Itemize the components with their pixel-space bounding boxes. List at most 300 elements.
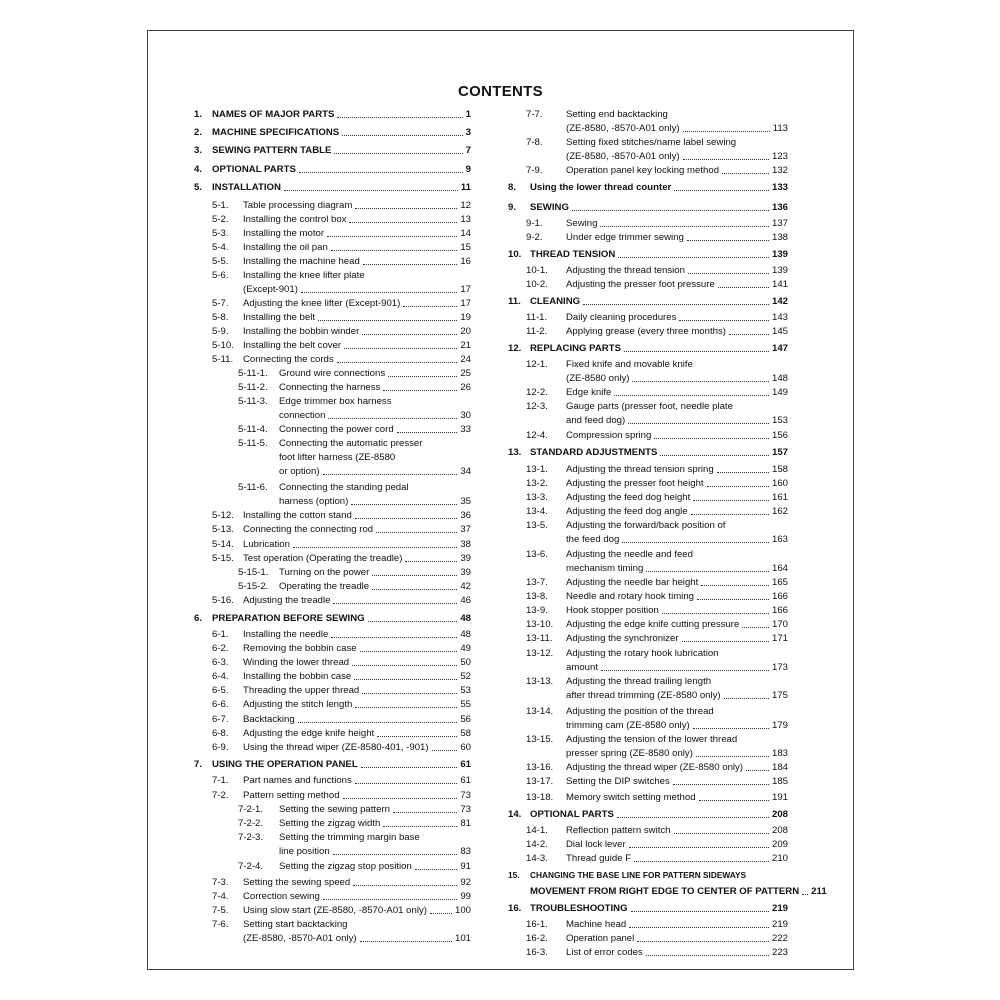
toc-page-number: 61: [460, 775, 471, 786]
toc-chapter: [508, 295, 788, 308]
dot-leader: [724, 689, 769, 699]
toc-page-number: 25: [460, 368, 471, 379]
toc-page-number: 99: [460, 891, 471, 902]
toc-label: THREAD TENSION: [530, 249, 616, 260]
toc-label: Setting end backtacking: [566, 109, 668, 120]
toc-number: 5-12.: [212, 510, 234, 521]
toc-label: Adjusting the synchronizer: [566, 633, 679, 644]
toc-page-number: 36: [460, 510, 471, 521]
toc-number: 5-6.: [212, 270, 229, 281]
dot-leader: [674, 824, 769, 834]
dot-leader: [637, 932, 769, 942]
dot-leader: [351, 495, 457, 505]
toc-page-number: 208: [771, 825, 788, 836]
toc-label: after thread trimming (ZE-8580 only): [566, 690, 721, 701]
toc-number: 11.: [508, 296, 521, 307]
toc-page-number: 173: [771, 662, 788, 673]
dot-leader: [327, 227, 457, 237]
toc-number: 5-4.: [212, 242, 229, 253]
dot-leader: [600, 217, 769, 227]
toc-number: 5-15-1.: [238, 567, 269, 578]
toc-label: connection: [279, 410, 326, 421]
toc-section: [508, 733, 788, 746]
toc-number: 1.: [194, 109, 203, 120]
toc-page-number: 33: [460, 424, 471, 435]
toc-page-number: 24: [460, 354, 471, 365]
toc-label: PREPARATION BEFORE SEWING: [212, 613, 365, 624]
toc-label: Edge trimmer box harness: [279, 396, 392, 407]
toc-page-number: 175: [771, 690, 788, 701]
toc-label: Operation panel: [566, 933, 635, 944]
dot-leader: [646, 946, 769, 956]
toc-page-number: 3: [465, 127, 471, 138]
toc-chapter: [508, 885, 827, 898]
toc-label: Edge knife: [566, 387, 612, 398]
toc-label: Adjusting the presser foot height: [566, 478, 704, 489]
toc-number: 10.: [508, 249, 522, 260]
dot-leader: [331, 241, 458, 251]
toc-label: Adjusting the rotary hook lubrication: [566, 648, 719, 659]
toc-label: Thread guide F: [566, 853, 632, 864]
toc-label: Adjusting the tension of the lower thread: [566, 734, 738, 745]
toc-label: Sewing: [566, 218, 598, 229]
toc-label: Ground wire connections: [279, 368, 386, 379]
dot-leader: [618, 248, 769, 258]
toc-label: Installing the belt: [243, 312, 315, 323]
dot-leader: [693, 719, 769, 729]
toc-chapter: [194, 163, 471, 176]
toc-section: [194, 311, 471, 324]
dot-leader: [393, 803, 457, 813]
dot-leader: [688, 264, 769, 274]
toc-page-number: 211: [811, 886, 827, 897]
toc-label: Table processing diagram: [243, 200, 353, 211]
toc-number: 16-3.: [526, 947, 548, 958]
toc-section: [508, 761, 788, 774]
toc-page-number: 139: [771, 265, 788, 276]
toc-section: [194, 227, 471, 240]
dot-leader: [717, 463, 769, 473]
toc-number: 7.: [194, 759, 203, 770]
dot-leader: [707, 477, 769, 487]
toc-page-number: 157: [771, 447, 788, 458]
toc-number: 11-2.: [526, 326, 548, 337]
toc-page-number: 19: [460, 312, 471, 323]
toc-number: 5-10.: [212, 340, 234, 351]
toc-chapter: [508, 248, 788, 261]
toc-page-number: 142: [771, 296, 788, 307]
toc-page-number: 149: [771, 387, 788, 398]
toc-number: 5-8.: [212, 312, 229, 323]
toc-subsection: [194, 817, 471, 830]
toc-section: [508, 932, 788, 945]
dot-leader: [344, 339, 457, 349]
toc-chapter: [508, 902, 788, 915]
toc-label: Adjusting the presser foot pressure: [566, 279, 715, 290]
toc-subsection: [194, 831, 471, 844]
toc-chapter: [194, 126, 471, 139]
toc-subsection: [194, 481, 471, 494]
toc-subsection: [194, 580, 471, 593]
dot-leader: [802, 885, 808, 895]
toc-section: [508, 463, 788, 476]
toc-page-number: 16: [460, 256, 471, 267]
toc-label: Setting the zigzag width: [279, 818, 381, 829]
toc-chapter: [194, 612, 471, 625]
dot-leader: [343, 789, 458, 799]
dot-leader: [372, 566, 457, 576]
toc-section: [194, 789, 471, 802]
toc-number: 5-14.: [212, 539, 234, 550]
toc-number: 13-8.: [526, 591, 548, 602]
toc-page-number: 12: [460, 200, 471, 211]
toc-number: 7-4.: [212, 891, 229, 902]
toc-label: REPLACING PARTS: [530, 343, 621, 354]
toc-number: 14-2.: [526, 839, 548, 850]
toc-label: Correction sewing: [243, 891, 320, 902]
toc-label: STANDARD ADJUSTMENTS: [530, 447, 658, 458]
dot-leader: [746, 761, 769, 771]
toc-number: 5-7.: [212, 298, 229, 309]
toc-number: 12-4.: [526, 430, 548, 441]
toc-section: [508, 918, 788, 931]
toc-label: Setting the zigzag stop position: [279, 861, 412, 872]
toc-number: 12-3.: [526, 401, 548, 412]
toc-page-number: 101: [454, 933, 471, 944]
toc-number: 16-2.: [526, 933, 548, 944]
toc-number: 6-9.: [212, 742, 229, 753]
toc-page-number: 46: [460, 595, 471, 606]
dot-leader: [352, 656, 457, 666]
toc-number: 7-6.: [212, 919, 229, 930]
toc-section: [194, 876, 471, 889]
dot-leader: [323, 465, 458, 475]
toc-label: Setting start backtacking: [243, 919, 348, 930]
toc-number: 14-3.: [526, 853, 548, 864]
toc-page-number: 73: [460, 804, 471, 815]
dot-leader: [583, 295, 769, 305]
toc-number: 14-1.: [526, 825, 548, 836]
toc-number: 15.: [508, 870, 520, 880]
toc-label: Lubrication: [243, 539, 290, 550]
toc-section: [194, 594, 471, 607]
toc-page-number: 61: [460, 759, 471, 770]
toc-label: (ZE-8580 only): [566, 373, 630, 384]
toc-section: [508, 647, 788, 660]
toc-section: [508, 519, 788, 532]
dot-leader: [349, 213, 457, 223]
document-page: [147, 30, 854, 970]
toc-section: [194, 741, 471, 754]
toc-number: 5-11-5.: [238, 438, 268, 449]
toc-section: [194, 283, 471, 296]
toc-label: (ZE-8580, -8570-A01 only): [243, 933, 357, 944]
toc-number: 13-17.: [526, 776, 554, 787]
toc-section: [194, 727, 471, 740]
toc-label: Needle and rotary hook timing: [566, 591, 694, 602]
toc-page-number: 17: [460, 284, 471, 295]
toc-page-number: 17: [460, 298, 471, 309]
toc-page-number: 223: [771, 947, 788, 958]
toc-section: [194, 325, 471, 338]
dot-leader: [323, 890, 458, 900]
toc-page-number: 56: [460, 714, 471, 725]
toc-section: [508, 632, 788, 645]
toc-label: Adjusting the thread wiper (ZE-8580 only): [566, 762, 744, 773]
toc-page-number: 132: [771, 165, 788, 176]
toc-number: 5-2.: [212, 214, 229, 225]
dot-leader: [718, 278, 769, 288]
toc-label: Connecting the automatic presser: [279, 438, 423, 449]
toc-label: (ZE-8580, -8570-A01 only): [566, 151, 680, 162]
toc-number: 9.: [508, 202, 517, 213]
toc-label: Connecting the standing pedal: [279, 482, 409, 493]
toc-label: mechanism timing: [566, 563, 644, 574]
toc-page-number: 60: [460, 742, 471, 753]
toc-label: Setting the sewing pattern: [279, 804, 390, 815]
toc-number: 7-8.: [526, 137, 543, 148]
toc-number: 14.: [508, 809, 522, 820]
toc-label: Under edge trimmer sewing: [566, 232, 684, 243]
toc-label: or option): [279, 466, 320, 477]
dot-leader: [383, 817, 457, 827]
dot-leader: [360, 932, 452, 942]
toc-number: 16-1.: [526, 919, 548, 930]
toc-label: Operation panel key locking method: [566, 165, 720, 176]
toc-label: SEWING PATTERN TABLE: [212, 145, 332, 156]
dot-leader: [333, 594, 457, 604]
toc-number: 6-7.: [212, 714, 229, 725]
toc-section: [508, 264, 788, 277]
toc-page-number: 73: [460, 790, 471, 801]
toc-section: [194, 774, 471, 787]
toc-subsection: [194, 381, 471, 394]
toc-page-number: 139: [771, 249, 788, 260]
dot-leader: [301, 283, 457, 293]
dot-leader: [362, 684, 457, 694]
toc-section: [508, 719, 788, 732]
toc-number: 13-15.: [526, 734, 554, 745]
toc-label: Adjusting the thread trailing length: [566, 676, 712, 687]
toc-page-number: 138: [771, 232, 788, 243]
toc-section: [508, 747, 788, 760]
toc-label: Daily cleaning procedures: [566, 312, 677, 323]
toc-label: presser spring (ZE-8580 only): [566, 748, 693, 759]
toc-label: trimming cam (ZE-8580 only): [566, 720, 690, 731]
toc-label: Gauge parts (presser foot, needle plate: [566, 401, 733, 412]
dot-leader: [432, 741, 458, 751]
dot-leader: [342, 126, 462, 136]
toc-page-number: 11: [460, 182, 471, 193]
toc-number: [238, 495, 279, 508]
toc-section: [194, 297, 471, 310]
toc-label: List of error codes: [566, 947, 643, 958]
toc-label: Adjusting the thread tension: [566, 265, 685, 276]
toc-number: [526, 414, 566, 427]
toc-subsection: [194, 451, 471, 464]
dot-leader: [377, 727, 457, 737]
dot-leader: [631, 902, 769, 912]
toc-section: [194, 698, 471, 711]
toc-label: Setting the trimming margin base: [279, 832, 420, 843]
dot-leader: [697, 590, 769, 600]
toc-number: 7-2.: [212, 790, 229, 801]
dot-leader: [699, 791, 769, 801]
toc-number: 6-1.: [212, 629, 229, 640]
toc-number: 13-13.: [526, 676, 554, 687]
dot-leader: [722, 164, 769, 174]
toc-label: Connecting the connecting rod: [243, 524, 374, 535]
toc-section: [194, 339, 471, 352]
toc-label: Adjusting the feed dog height: [566, 492, 691, 503]
toc-page-number: 50: [460, 657, 471, 668]
toc-page-number: 209: [771, 839, 788, 850]
toc-number: 7-7.: [526, 109, 543, 120]
toc-number: 5-11-1.: [238, 368, 268, 379]
toc-section: [194, 353, 471, 366]
dot-leader: [353, 876, 457, 886]
toc-label: Setting the sewing speed: [243, 877, 351, 888]
toc-number: 9-2.: [526, 232, 543, 243]
dot-leader: [331, 628, 457, 638]
toc-number: [526, 533, 566, 546]
toc-page-number: 219: [771, 919, 788, 930]
dot-leader: [617, 808, 769, 818]
dot-leader: [355, 698, 457, 708]
toc-label: Using the thread wiper (ZE-8580-401, -901): [243, 742, 429, 753]
toc-label: Adjusting the position of the thread: [566, 706, 714, 717]
toc-subsection: [194, 803, 471, 816]
toc-page-number: 123: [771, 151, 788, 162]
dot-leader: [383, 381, 457, 391]
toc-label: Compression spring: [566, 430, 652, 441]
toc-label: (ZE-8580, -8570-A01 only): [566, 123, 680, 134]
toc-section: [508, 604, 788, 617]
toc-label: Adjusting the needle bar height: [566, 577, 699, 588]
toc-number: 13-2.: [526, 478, 548, 489]
toc-section: [508, 325, 788, 338]
toc-label: Adjusting the edge knife cutting pressure: [566, 619, 740, 630]
toc-label: Installing the needle: [243, 629, 329, 640]
dot-leader: [683, 122, 770, 132]
dot-leader: [634, 852, 769, 862]
toc-section: [508, 675, 788, 688]
toc-section: [194, 269, 471, 282]
toc-label: Connecting the cords: [243, 354, 334, 365]
toc-number: 7-3.: [212, 877, 229, 888]
toc-label: OPTIONAL PARTS: [530, 809, 614, 820]
toc-label: Machine head: [566, 919, 627, 930]
toc-label: Turning on the power: [279, 567, 370, 578]
toc-page-number: 185: [771, 776, 788, 787]
toc-number: 13-5.: [526, 520, 548, 531]
toc-subsection: [194, 423, 471, 436]
toc-label: (Except-901): [243, 284, 298, 295]
toc-number: 5-11-2.: [238, 382, 268, 393]
toc-number: 7-1.: [212, 775, 229, 786]
toc-page-number: 161: [771, 492, 788, 503]
toc-number: 6.: [194, 613, 203, 624]
toc-section: [508, 562, 788, 575]
toc-label: CLEANING: [530, 296, 581, 307]
toc-page-number: 52: [460, 671, 471, 682]
toc-section: [508, 311, 788, 324]
toc-section: [194, 538, 471, 551]
toc-page-number: 37: [460, 524, 471, 535]
toc-number: 13-10.: [526, 619, 554, 630]
toc-number: 7-5.: [212, 905, 229, 916]
toc-number: 6-8.: [212, 728, 229, 739]
toc-subsection: [194, 465, 471, 478]
toc-number: 13-11.: [526, 633, 553, 644]
toc-number: 10-1.: [526, 265, 548, 276]
toc-number: 13-14.: [526, 706, 554, 717]
toc-section: [194, 656, 471, 669]
toc-section: [194, 918, 471, 931]
toc-section: [194, 890, 471, 903]
toc-page-number: 91: [460, 861, 471, 872]
dot-leader: [601, 661, 769, 671]
toc-label: Backtacking: [243, 714, 295, 725]
dot-leader: [654, 429, 769, 439]
toc-number: 11-1.: [526, 312, 548, 323]
toc-label: Installing the knee lifter plate: [243, 270, 365, 281]
toc-section: [508, 108, 788, 121]
dot-leader: [673, 775, 769, 785]
toc-label: Installing the motor: [243, 228, 325, 239]
dot-leader: [662, 604, 769, 614]
toc-number: [526, 150, 566, 163]
toc-section: [194, 628, 471, 641]
dot-leader: [299, 163, 463, 173]
toc-number: 16.: [508, 903, 522, 914]
toc-label: Installing the oil pan: [243, 242, 328, 253]
toc-label: foot lifter harness (ZE-8580: [279, 452, 396, 463]
toc-number: 5-1.: [212, 200, 229, 211]
dot-leader: [363, 255, 458, 265]
toc-number: 12-2.: [526, 387, 548, 398]
toc-page-number: 145: [771, 326, 788, 337]
dot-leader: [696, 747, 769, 757]
toc-section: [508, 618, 788, 631]
toc-section: [508, 358, 788, 371]
toc-page-number: 136: [771, 202, 788, 213]
toc-chapter: [508, 808, 788, 821]
dot-leader: [397, 423, 458, 433]
toc-label: Part names and functions: [243, 775, 352, 786]
toc-page-number: 165: [771, 577, 788, 588]
toc-page-number: 141: [771, 279, 788, 290]
toc-page-number: 21: [460, 340, 471, 351]
dot-leader: [742, 618, 769, 628]
toc-page-number: 147: [771, 343, 788, 354]
toc-number: 7-2-3.: [238, 832, 264, 843]
dot-leader: [368, 612, 458, 622]
toc-section: [508, 386, 788, 399]
toc-section: [194, 255, 471, 268]
dot-leader: [334, 144, 462, 154]
toc-section: [508, 661, 788, 674]
dot-leader: [646, 562, 769, 572]
dot-leader: [614, 386, 769, 396]
dot-leader: [572, 201, 769, 211]
dot-leader: [683, 150, 769, 160]
dot-leader: [679, 311, 769, 321]
toc-page-number: 39: [460, 553, 471, 564]
toc-number: 13-18.: [526, 792, 554, 803]
toc-page-number: 184: [771, 762, 788, 773]
toc-section: [194, 552, 471, 565]
